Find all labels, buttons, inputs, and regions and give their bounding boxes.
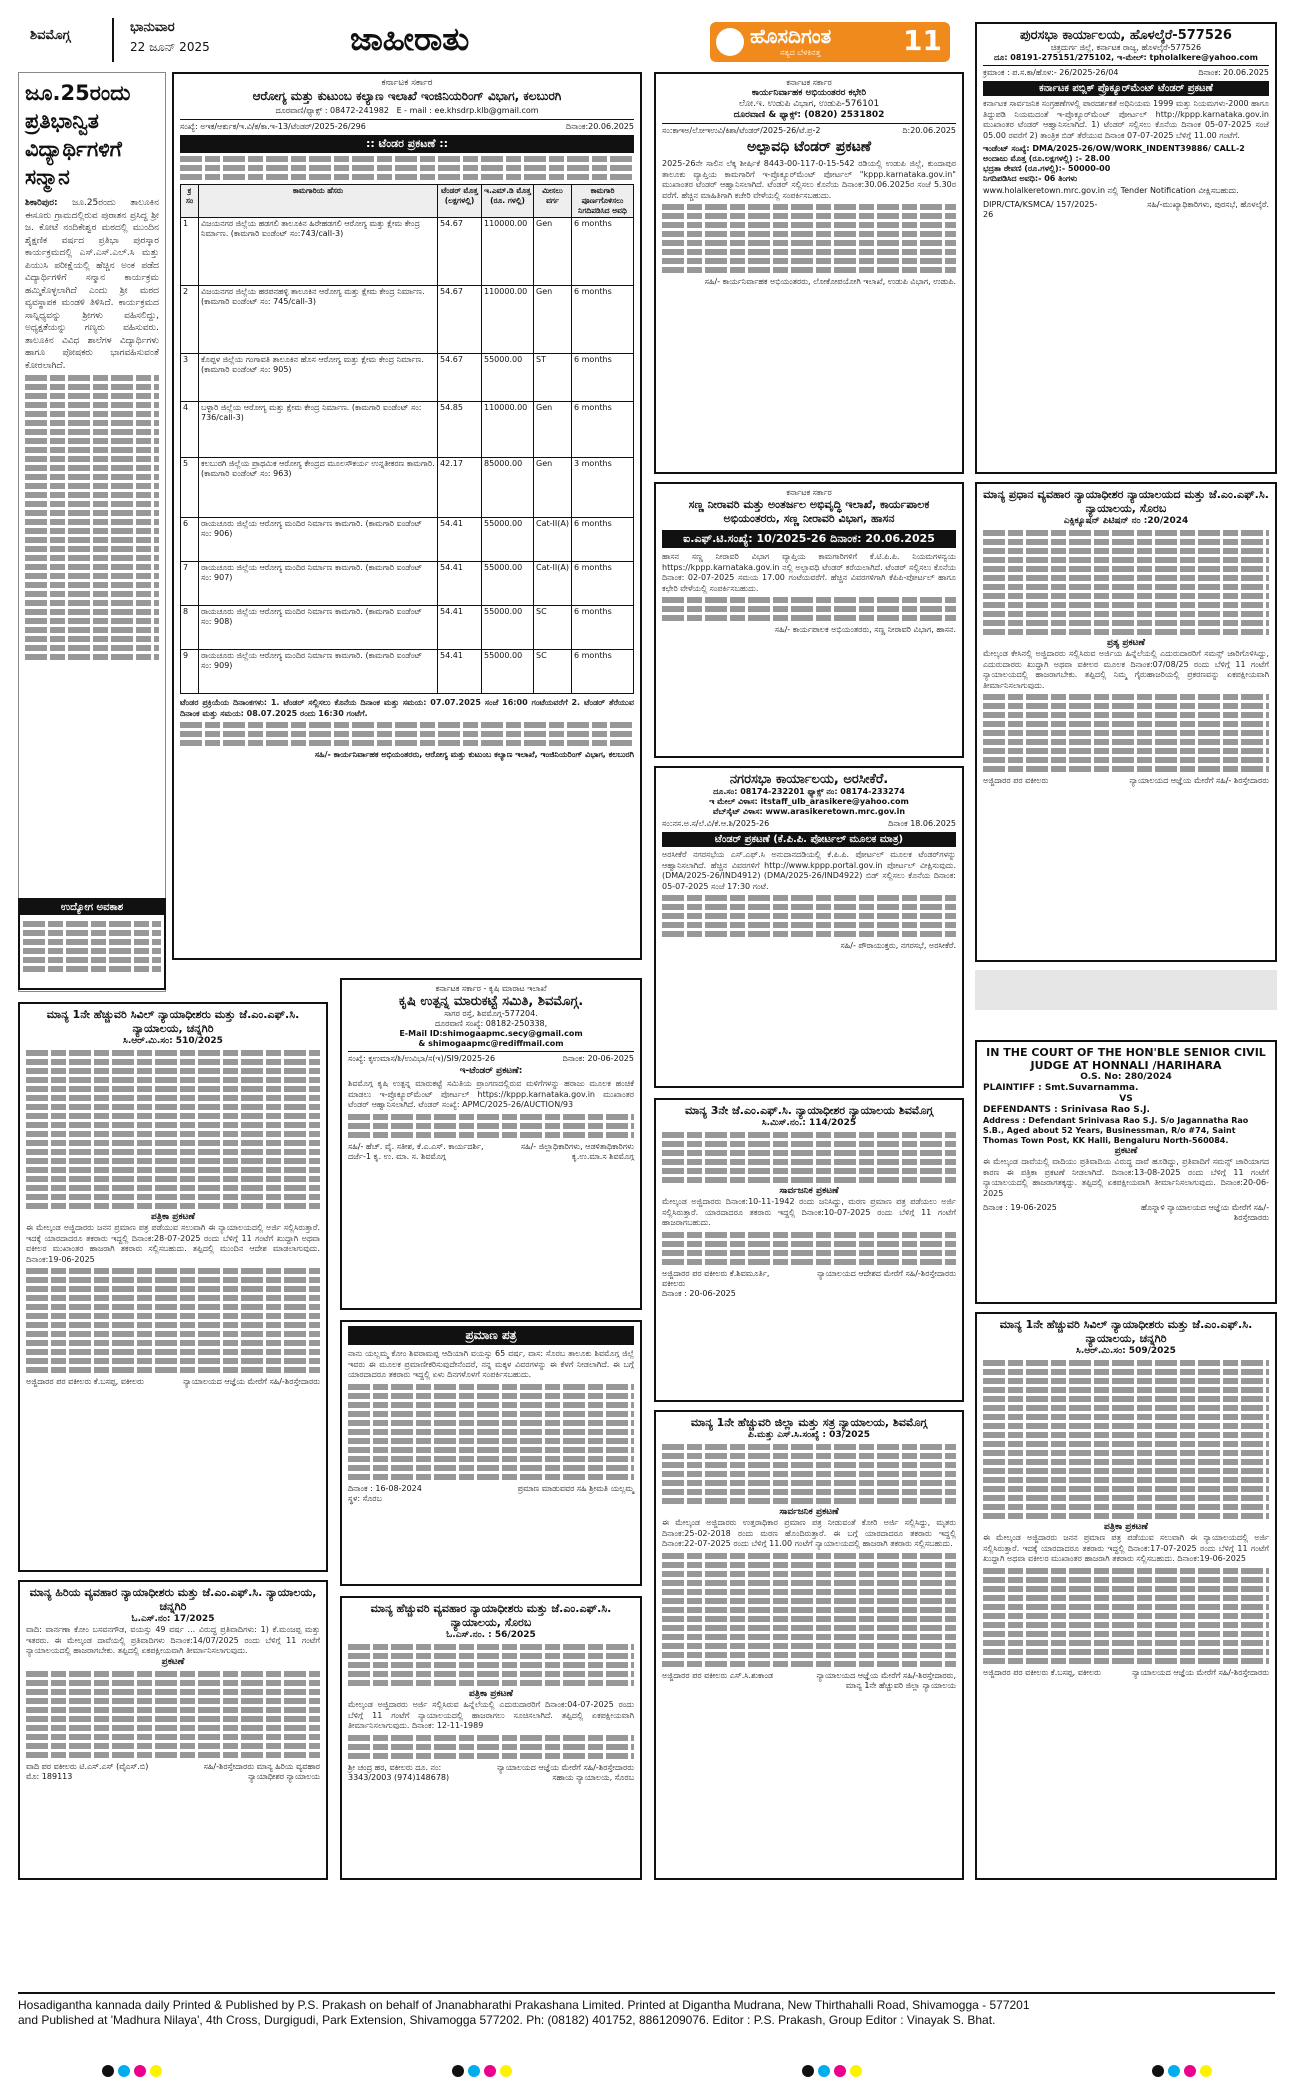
versus: VS [1119, 1094, 1133, 1104]
table-cell: 54.67 [438, 286, 482, 354]
court-title: ಮಾನ್ಯ ಹೆಚ್ಚುವರಿ ವ್ಯವಹಾರ ನ್ಯಾಯಾಧೀಶರು ಮತ್ತು ಜೆ.ಎಂ.ಎಫ್.ಸಿ. ನ್ಯಾಯಾಲಯ, ಸೊರಬ [370, 1602, 612, 1629]
signature: ಸಹಿ/- ಪೌರಾಯುಕ್ತರು, ನಗರಸಭೆ, ಅರಸೀಕೆರೆ. [840, 941, 956, 950]
table-cell: ರಾಯಚೂರು ಜಿಲ್ಲೆಯ ಆರೋಗ್ಯ ಮಂದಿರ ನಿರ್ಮಾಣ ಕಾಮಗಾರಿ. (ಕಾಮಗಾರಿ ಐಂಡೆಂಟ್ ಸಂ: 907) [199, 562, 438, 606]
header-date: 22 ಜೂನ್ 2025 [130, 40, 210, 54]
court-title: IN THE COURT OF THE HON'BLE SENIOR CIVIL JUDGE AT HONNALI /HARIHARA [986, 1046, 1266, 1072]
govt-label: ಕರ್ನಾಟಕ ಸರ್ಕಾರ - ಕೃಷಿ ಮಾರಾಟ ಇಲಾಖೆ [435, 984, 547, 993]
ad-shimoga-district-court [654, 1410, 964, 1880]
ad-health-tender [172, 72, 642, 960]
table-cell: 6 months [572, 354, 634, 402]
advocate-signature: ಅಜ್ಜಿದಾರರ ಪರ ವಕೀಲರು ಕೆ.ಬಸಪ್ಪ, ವಕೀಲರು [983, 1667, 1101, 1677]
court-signature: ನ್ಯಾಯಾಲಯದ ಆಜ್ಞೆಯ ಮೇರೆಗೆ ಸಹಿ/-ಶಿರಸ್ತೇದಾರರು [1132, 1667, 1269, 1677]
address: ಚಿತ್ರದುರ್ಗ ಜಿಲ್ಲೆ, ಕರ್ನಾಟಕ ರಾಜ್ಯ, ಹೊಳಲ್ಕೆರೆ-577526 [1050, 43, 1202, 52]
imprint-line-1: Hosadigantha kannada daily Printed & Published by P.S. Prakash on behalf of Jnanabharathi Prakashana Limited. Printed at Digantha Mudrana, New Thirthahalli Road, Shivamogga - 577201 [18, 1998, 1030, 2012]
header-day: ಭಾನುವಾರ [130, 20, 175, 35]
phone: ದೂ: 08191-275151/275102, ಇ-ಮೇಲ್: tpholalkere@yahoo.com [994, 53, 1258, 62]
table-cell: ಬಳ್ಳಾರಿ ಜಿಲ್ಲೆಯ ಆರೋಗ್ಯ ಮತ್ತು ಕ್ಷೇಮ ಕೇಂದ್ರ ನಿರ್ಮಾಣ. (ಕಾಮಗಾರಿ ಐಂಡೆಂಟ್ ಸಂ: 736/call-3) [199, 402, 438, 458]
notice-place: ಸ್ಥಳ: ಸೊರಬ [348, 1493, 382, 1503]
secretary-signature: ಸಹಿ/- ಹೆಚ್. ವೈ. ಸತೀಶ, ಕೆ.ಎ.ಎಸ್. ಕಾರ್ಯದರ್ಶಿ, ದರ್ಜೆ-1 ಕೃ. ಉ. ಮಾ. ಸ. ಶಿವಮೊಗ್ಗ [348, 1141, 484, 1161]
case-number: ಸಿ.ಮಿಸ್.ನಂ.: 114/2025 [761, 1118, 857, 1128]
notice-body: ಮೇಲ್ಕಂಡ ಅಜ್ಜಿದಾರರು ಅರ್ಜಿ ಸಲ್ಲಿಸಿರುವ ಹಿನ್ನೆಲೆಯಲ್ಲಿ ಎದುರುದಾರರಿಗೆ ದಿನಾಂಕ:04-07-2025 ರಂದು ಬೆಳಿಗ್ಗೆ 11 ಗಂಟೆಗೆ ನ್ಯಾಯಾಲಯದಲ್ಲಿ ಹಾಜರಾಗಲು ಸೂಚಿಸಲಾಗಿದೆ. ತಪ್ಪಿದಲ್ಲಿ ಏಕಪಕ್ಷೀಯವಾಗಿ ತೀರ್ಮಾನಿಸಲಾಗುವುದು. ದಿನಾಂಕ: 12-11-1989 [348, 1700, 634, 1730]
table-cell: ಕಲಬುರಗಿ ಜಿಲ್ಲೆಯ ಪ್ರಾಥಮಿಕ ಆರೋಗ್ಯ ಕೇಂದ್ರದ ಮೂಲಸೌಕರ್ಯ ಉನ್ನತೀಕರಣ ಕಾಮಗಾರಿ. (ಕಾಮಗಾರಿ ಐಂಡೆಂಟ್ ಸಂ: 963) [199, 458, 438, 518]
notice-title: ಪ್ರಕಟಣೆ [161, 1656, 185, 1667]
notice-body: ಮೇಲ್ಕಂಡ ಕೇಸಿನಲ್ಲಿ ಅಜ್ಜಿದಾರರು ಸಲ್ಲಿಸಿರುವ ಅರ್ಜಿಯ ಹಿನ್ನೆಲೆಯಲ್ಲಿ ಎದುರುದಾರರಿಗೆ ಸಮನ್ಸ್ ಜಾರಿಗೊಳಿಸಿದ್ದು, ಎದುರುದಾರರು ಖುದ್ದಾಗಿ ಅಥವಾ ವಕೀಲರ ಮೂಲಕ ದಿನಾಂಕ:07/08/25 ರಂದು ಬೆಳಿಗ್ಗೆ 11 ಗಂಟೆಗೆ ನ್ಯಾಯಾಲಯದಲ್ಲಿ ಹಾಜರಾಗಬೇಕು. ತಪ್ಪಿದಲ್ಲಿ ನಿಮ್ಮ ಗೈರುಹಾಜರಿಯಲ್ಲಿ ಪ್ರಕರಣವನ್ನು ಏಕಪಕ್ಷೀಯವಾಗಿ ತೀರ್ಮಾನಿಸಲಾಗುವುದು. [983, 649, 1269, 690]
notice-date: ದಿನಾಂಕ : 20-06-2025 [662, 1288, 736, 1298]
court-title: ಮಾನ್ಯ ಪ್ರಧಾನ ವ್ಯವಹಾರ ನ್ಯಾಯಾಧೀಶರ ನ್ಯಾಯಾಲಯದ ಮತ್ತು ಜೆ.ಎಂ.ಎಫ್.ಸಿ. ನ್ಯಾಯಾಲಯ, ಸೊರಬ [983, 488, 1269, 515]
table-cell: ವಿಜಯನಗರ ಜಿಲ್ಲೆಯ ಹಡಗಲಿ ತಾಲೂಕಿನ ಹಿರೇಹಡಗಲಿ ಆರೋಗ್ಯ ಮತ್ತು ಕ್ಷೇಮ ಕೇಂದ್ರ ನಿರ್ಮಾಣ. (ಕಾಮಗಾರಿ ಐಂಡೆಂಟ್ ಸಂ:743/call-3) [199, 218, 438, 286]
table-cell: 6 months [572, 518, 634, 562]
phone: ದೂ.ಸಂ: 08174-232201 ಫ್ಯಾಕ್ಸ್ ನಂ: 08174-233274 [713, 787, 905, 796]
logo-emblem-icon [716, 28, 744, 56]
ad-soraba-civil [340, 1596, 642, 1880]
ad-channagiri-court-2 [975, 1312, 1277, 1880]
table-row [181, 650, 634, 694]
table-row [181, 218, 634, 286]
table-row [181, 606, 634, 650]
news-dateline: ಶಿಕಾರಿಪುರ: [25, 198, 58, 208]
ad-affidavit [340, 1320, 642, 1586]
table-row [181, 402, 634, 458]
dipr-code: DIPR/CTA/KSMCA/ 157/2025-26 [983, 200, 1098, 219]
table-row [181, 286, 634, 354]
ref-date: ದಿ:20.06.2025 [902, 126, 956, 135]
defendants: DEFENDANTS : Srinivasa Rao S.J. [983, 1105, 1150, 1115]
ad-holalkere-tender [975, 22, 1277, 474]
court-signature: ನ್ಯಾಯಾಲಯದ ಆದೇಶದ ಮೇರೆಗೆ ಸಹಿ/-ಶಿರಸ್ತೇದಾರರು [817, 1268, 956, 1278]
notice-title: ಪತ್ರಿಕಾ ಪ್ರಕಟಣೆ [1104, 1522, 1148, 1532]
table-cell: 2 [181, 286, 199, 354]
table-cell: 55000.00 [482, 650, 534, 694]
classified-title: ಉದ್ಯೋಗ ಅವಕಾಶ [20, 900, 164, 915]
notice-body: ಈ ಮೇಲ್ಕಂಡ ದಾವೆಯಲ್ಲಿ ವಾದಿಯು ಪ್ರತಿವಾದಿಯ ವಿರುದ್ಧ ದಾವೆ ಹೂಡಿದ್ದು, ಪ್ರತಿವಾದಿಗೆ ಸಮನ್ಸ್ ಜಾರಿಯಾಗದ ಕಾರಣ ಈ ಪತ್ರಿಕಾ ಪ್ರಕಟಣೆ ನೀಡಲಾಗಿದೆ. ದಿನಾಂಕ:13-08-2025 ರಂದು ಬೆಳಿಗ್ಗೆ 11 ಗಂಟೆಗೆ ನ್ಯಾಯಾಲಯದಲ್ಲಿ ಹಾಜರಾಗತಕ್ಕದ್ದು. ತಪ್ಪಿದಲ್ಲಿ ಏಕಪಕ್ಷೀಯವಾಗಿ ತೀರ್ಮಾನಿಸಲಾಗುವುದು. ದಿನಾಂಕ:20-06-2025 [983, 1157, 1269, 1198]
notice-body: ಹಾಸನ ಸಣ್ಣ ನೀರಾವರಿ ವಿಭಾಗ ವ್ಯಾಪ್ತಿಯ ಕಾಮಗಾರಿಗಳಿಗೆ ಕೆ.ಟಿ.ಪಿ.ಪಿ. ನಿಯಮಗಳನ್ವಯ https://kppp.karnataka.gov.in ನಲ್ಲಿ ಅಲ್ಪಾವಧಿ ಟೆಂಡರ್ ಕರೆಯಲಾಗಿದೆ. ಟೆಂಡರ್ ಸಲ್ಲಿಸಲು ಕೊನೆಯ ದಿನಾಂಕ: 02-07-2025 ಸಮಯ 17.00 ಗಂಟೆಯವರೆಗೆ. ಹೆಚ್ಚಿನ ವಿವರಗಳಿಗಾಗಿ ಕೆಪಿಪಿ-ಪೋರ್ಟಲ್ ಹಾಗೂ ಕಛೇರಿ ವೇಳೆಯಲ್ಲಿ ಸಂಪರ್ಕಿಸಬಹುದು. [662, 552, 956, 593]
col-header: ಕಾಮಗಾರಿ ಪೂರ್ಣಗೊಳಿಸಲು ನಿಗದಿಪಡಿಸಿದ ಅವಧಿ [572, 185, 634, 218]
govt-label: ಕರ್ನಾಟಕ ಸರ್ಕಾರ [381, 78, 433, 88]
page-number: 11 [903, 24, 942, 57]
court-signature: ನ್ಯಾಯಾಲಯದ ಆಜ್ಞೆಯ ಮೇರೆಗೆ ಸಹಿ/-ಶಿರಸ್ತೇದಾರರು [183, 1377, 320, 1386]
period: ನಿಗದಿಪಡಿಸಿದ ಅವಧಿ:- 06 ತಿಂಗಳು [983, 174, 1078, 183]
notice-date: ದಿನಾಂಕ : 16-08-2024 [348, 1483, 422, 1493]
case-number: ಓ.ಎಸ್.ನಂ. : 56/2025 [446, 1630, 536, 1640]
notice-title: ಸಾರ್ವಜನಿಕ ಪ್ರಕಟಣೆ [779, 1507, 839, 1517]
ad-arasikere-tender [654, 766, 964, 1088]
emd: ಭದ್ರತಾ ಠೇವಣಿ (ರೂ.ಗಳಲ್ಲಿ):- 50000-00 [983, 164, 1111, 173]
advocate-signature: ಅಜ್ಜಿದಾರರ ಪರ ವಕೀಲರು [983, 776, 1049, 785]
table-cell: SC [534, 606, 572, 650]
court-title: ಮಾನ್ಯ 1ನೇ ಹೆಚ್ಚುವರಿ ಸಿವಿಲ್ ನ್ಯಾಯಾಧೀಶರು ಮತ್ತು ಜೆ.ಎಂ.ಎಫ್.ಸಿ. ನ್ಯಾಯಾಲಯ, ಚನ್ನಗಿರಿ [999, 1318, 1253, 1345]
notice-title: ಪ್ರತ್ಯ ಪ್ರಕಟಣೆ [1107, 638, 1145, 648]
email: E - mail : ee.khsdrp.klb@gmail.com [396, 106, 539, 115]
table-cell: 6 months [572, 218, 634, 286]
notice-title: ಸಾರ್ವಜನಿಕ ಪ್ರಕಟಣೆ [779, 1186, 839, 1196]
table-cell: 110000.00 [482, 402, 534, 458]
ad-apmc-tender [340, 978, 642, 1310]
col-header: ಟೆಂಡರ್ ಮೊತ್ತ (ಲಕ್ಷಗಳಲ್ಲಿ) [438, 185, 482, 218]
website: www.holalkeretown.mrc.gov.in ನಲ್ಲಿ Tender Notification ವೀಕ್ಷಿಸಬಹುದು. [983, 186, 1239, 195]
case-number: ಸಿ.ಆರ್.ಮಿ.ಸಂ: 510/2025 [123, 1036, 223, 1046]
col-header: ಕಾಮಗಾರಿಯ ಹೆಸರು [199, 185, 438, 218]
notice-body: ಮೇಲ್ಕಂಡ ಅಜ್ಜಿದಾರರು ದಿನಾಂಕ:10-11-1942 ರಂದು ಜನಿಸಿದ್ದು, ಮರಣ ಪ್ರಮಾಣ ಪತ್ರ ಪಡೆಯಲು ಅರ್ಜಿ ಸಲ್ಲಿಸಿರುತ್ತಾರೆ. ಯಾರದಾದರೂ ತಕರಾರು ಇದ್ದಲ್ಲಿ ದಿನಾಂಕ:10-07-2025 ರಂದು ಬೆಳಿಗ್ಗೆ 11 ಗಂಟೆಗೆ ಹಾಜರಾಗಬಹುದು. [662, 1197, 956, 1227]
notice-title: ಪ್ರಕಟಣೆ [1114, 1146, 1138, 1156]
tender-table [180, 184, 634, 694]
estimated-cost: ಅಂದಾಜು ಮೊತ್ತ (ರೂ.ಲಕ್ಷಗಳಲ್ಲಿ) :- 28.00 [983, 154, 1111, 163]
table-cell: 54.41 [438, 606, 482, 650]
table-cell: 3 [181, 354, 199, 402]
phone: ದೂರವಾಣಿ & ಫ್ಯಾಕ್ಸ್: (0820) 2531802 [733, 110, 885, 120]
table-cell: 54.67 [438, 354, 482, 402]
table-cell: 110000.00 [482, 286, 534, 354]
advocate-signature: ಅಜ್ಜಿದಾರರ ಪರ ವಕೀಲರು ಕೆ.ಶಿವಮೂರ್ತಿ, ವಕೀಲರು [662, 1268, 770, 1288]
case-number: ಸಿ.ಆರ್.ಮಿ.ಸಂ: 509/2025 [1076, 1346, 1176, 1356]
ad-shimoga-3-court [654, 1098, 964, 1402]
court-signature: ನ್ಯಾಯಾಲಯದ ಆಜ್ಞೆಯ ಮೇರೆಗೆ ಸಹಿ/- ಶಿರಸ್ತೇದಾರರು [1129, 776, 1269, 785]
ref-number: ಕ್ರಮಾಂಕ : ಪ.ಸ.ಕಾ/ಹೊಳ:- 26/2025-26/04 [983, 68, 1119, 77]
notice-body: ಕರ್ನಾಟಕ ಸಾರ್ವಜನಿಕ ಸಂಗ್ರಹಣೆಗಳಲ್ಲಿ ಪಾರದರ್ಶಕತೆ ಅಧಿನಿಯಮ 1999 ಮತ್ತು ನಿಯಮಗಳು-2000 ಹಾಗೂ ತಿದ್ದುಪಡಿ ನಿಯಮದಂತೆ ಇ-ಪ್ರೊಕ್ಯೂರ್‌ಮೆಂಟ್ ಪೋರ್ಟಲ್ http://kppp.karnataka.gov.in ಮುಖಾಂತರ ಟೆಂಡರ್ ಆಹ್ವಾನಿಸಲಾಗಿದೆ. 1) ಟೆಂಡರ್ ಸಲ್ಲಿಸಲು ಕೊನೆಯ ದಿನಾಂಕ 05-07-2025 ಸಂಜೆ 05.00 ರವರೆಗೆ 2) ತಾಂತ್ರಿಕ ಬಿಡ್ ತೆರೆಯುವ ದಿನಾಂಕ 07-07-2025 ಬೆಳಿಗ್ಗೆ 11.00 ಗಂಟೆಗೆ. [983, 99, 1269, 140]
table-cell: 85000.00 [482, 458, 534, 518]
advocate-signature: ಅಜ್ಜಿದಾರರ ಪರ ವಕೀಲರು ಎಸ್.ಸಿ.ಶುಕಾಂಡ [662, 1670, 774, 1680]
notice-title: ಪ್ರಮಾಣ ಪತ್ರ [348, 1326, 634, 1345]
ad-honnali-court [975, 1040, 1277, 1304]
col-header: ಕ್ರ ಸಂ [181, 185, 199, 218]
table-cell: ರಾಯಚೂರು ಜಿಲ್ಲೆಯ ಆರೋಗ್ಯ ಮಂದಿರ ನಿರ್ಮಾಣ ಕಾಮಗಾರಿ. (ಕಾಮಗಾರಿ ಐಂಡೆಂಟ್ ಸಂ: 908) [199, 606, 438, 650]
defendant-address: Address : Defendant Srinivasa Rao S.J. S/o Jagannatha Rao S.B., Aged about 52 Years, Businessman, R/o #74, Saint Thomas Town Post, KK Halli, Bengaluru North-560084. [983, 1116, 1249, 1145]
ref-date: ದಿನಾಂಕ:20.06.2025 [565, 122, 634, 131]
imprint-line-2: and Published at 'Madhura Nilaya', 4th Cross, Durgigudi, Park Extension, Shivamogga 577202. Ph: (08182) 401752, 8861209076. Editor : P.S. Prakash, Group Editor : Vinayak S. Bhat. [18, 2013, 996, 2027]
table-cell: 6 months [572, 606, 634, 650]
table-row [181, 518, 634, 562]
notice-body: 2025-26ನೇ ಸಾಲಿನ ಲೆಕ್ಕ ಶೀರ್ಷಿಕೆ 8443-00-117-0-15-542 ರಡಿಯಲ್ಲಿ ಉಡುಪಿ ಜಿಲ್ಲೆ, ಕುಂದಾಪುರ ತಾಲೂಕು ವ್ಯಾಪ್ತಿಯ ಕಾಮಗಾರಿಗೆ ಇ-ಪ್ರೊಕ್ಯೂರ್‌ಮೆಂಟ್ ಪೋರ್ಟಲ್ "kppp.karnataka.gov.in" ಮುಖಾಂತರ ಟೆಂಡರ್ ಆಹ್ವಾನಿಸಲಾಗಿದೆ. ಟೆಂಡರ್ ಸಲ್ಲಿಸಲು ಕೊನೆಯ ದಿನಾಂಕ:30.06.2025ರ ಸಂಜೆ 5.30ರ ವರೆಗೆ. ಹೆಚ್ಚಿನ ಮಾಹಿತಿಗಾಗಿ ಕಚೇರಿ ವೇಳೆಯಲ್ಲಿ ಸಂಪರ್ಕಿಸಬಹುದು. [662, 159, 956, 200]
tender-notes: ಟೆಂಡರ ಪ್ರಕ್ರಿಯೆಯ ದಿನಾಂಕಗಳು: 1. ಟೆಂಡರ್ ಸಲ್ಲಿಸಲು ಕೊನೆಯ ದಿನಾಂಕ ಮತ್ತು ಸಮಯ: 07.07.2025 ಸಂಜೆ 16:00 ಗಂಟೆಯವರೆಗೆ 2. ಟೆಂಡರ್ ತೆರೆಯುವ ದಿನಾಂಕ ಮತ್ತು ಸಮಯ: 08.07.2025 ರಂದು 16:30 ಗಂಟೆಗೆ. [180, 698, 634, 718]
notice-body: ಈ ಮೇಲ್ಕಂಡ ಅಜ್ಜಿದಾರರು ಜನನ ಪ್ರಮಾಣ ಪತ್ರ ಪಡೆಯುವ ಸಲುವಾಗಿ ಈ ನ್ಯಾಯಾಲಯದಲ್ಲಿ ಅರ್ಜಿ ಸಲ್ಲಿಸಿರುತ್ತಾರೆ. ಇದಕ್ಕೆ ಯಾರದಾದರೂ ತಕರಾರು ಇದ್ದಲ್ಲಿ ದಿನಾಂಕ:17-07-2025 ರಂದು ಬೆಳಿಗ್ಗೆ 11 ಗಂಟೆಗೆ ಖುದ್ದಾಗಿ ಅಥವಾ ವಕೀಲರ ಮುಖಾಂತರ ಹಾಜರಾಗಿ ತಕರಾರು ಸಲ್ಲಿಸಬಹುದು. ದಿನಾಂಕ:19-06-2025 [983, 1533, 1269, 1563]
ref-date: ದಿನಾಂಕ 18.06.2025 [888, 819, 956, 828]
ad-soraba-execution [975, 482, 1277, 962]
ref-number: ಸಂಖ್ಯೆ: ಕೃಉಮಾಸ/ಶಿ/ಉವಿಭಾ/ಸ(ಇ)/SI9/2025-26 [348, 1054, 496, 1063]
table-cell: 7 [181, 562, 199, 606]
dept-title: ಆರೋಗ್ಯ ಮತ್ತು ಕುಟುಂಬ ಕಲ್ಯಾಣ ಇಲಾಖೆ ಇಂಜಿನಿಯರಿಂಗ್ ವಿಭಾಗ, ಕಲಬುರಗಿ [252, 89, 562, 103]
office-name: ಕಾರ್ಯನಿರ್ವಾಹಕ ಅಭಿಯಂತರರ ಕಛೇರಿ [751, 88, 867, 98]
table-cell: 6 [181, 518, 199, 562]
advocate-signature: ಅಜ್ಜಿದಾರರ ಪರ ವಕೀಲರು ಕೆ.ಬಸಪ್ಪ, ವಕೀಲರು [26, 1377, 144, 1386]
table-cell: 54.41 [438, 518, 482, 562]
ref-number: ಸಂ:ಕಾಇಅ/ಲೋಇಉವಿ/ಕಿಶಾ/ಟೆಂಡರ್/2025-26/ಟೆ.ಪ್ರ-2 [662, 126, 821, 135]
email-alt: & shimogaapmc@rediffmail.com [418, 1039, 564, 1048]
signature: ಸಹಿ/-ಮುಖ್ಯಾಧಿಕಾರಿಗಳು, ಪುರಸಭೆ, ಹೊಳಲ್ಕೆರೆ. [1147, 200, 1269, 209]
grey-spacer [975, 970, 1277, 1010]
notice-body: ಈ ಮೇಲ್ಕಂಡ ಅಜ್ಜಿದಾರರು ಜನನ ಪ್ರಮಾಣ ಪತ್ರ ಪಡೆಯುವ ಸಲುವಾಗಿ ಈ ನ್ಯಾಯಾಲಯದಲ್ಲಿ ಅರ್ಜಿ ಸಲ್ಲಿಸಿರುತ್ತಾರೆ. ಇದಕ್ಕೆ ಯಾರದಾದರೂ ತಕರಾರು ಇದ್ದಲ್ಲಿ ದಿನಾಂಕ:28-07-2025 ರಂದು ಬೆಳಿಗ್ಗೆ 11 ಗಂಟೆಗೆ ಖುದ್ದಾಗಿ ಅಥವಾ ವಕೀಲರ ಮುಖಾಂತರ ಹಾಜರಾಗಿ ತಕರಾರು ಸಲ್ಲಿಸಬಹುದು. ತಪ್ಪಿದಲ್ಲಿ ಮುಂದಿನ ಆದೇಶ ಮಾಡಲಾಗುವುದು. ದಿನಾಂಕ:19-06-2025 [26, 1223, 320, 1264]
ref-date: ದಿನಾಂಕ: 20-06-2025 [562, 1054, 634, 1063]
notice-date: ದಿನಾಂಕ : 19-06-2025 [983, 1203, 1057, 1212]
col-header: ಇ.ಎಮ್.ಡಿ ಮೊತ್ತ (ರೂ. ಗಳಲ್ಲಿ) [482, 185, 534, 218]
paper-tagline: ಸತ್ಯದ ಬೆಳಕಿನತ್ತ [780, 48, 821, 57]
table-cell: 55000.00 [482, 354, 534, 402]
tender-bar: ಇ-ಟೆಂಡರ್ ಪ್ರಕಟಣೆ: [459, 1066, 523, 1076]
ad-hassan-tender [654, 482, 964, 758]
table-cell: 55000.00 [482, 606, 534, 650]
table-cell: 6 months [572, 286, 634, 354]
tender-bar: :: ಟೆಂಡರ ಪ್ರಕಟಣೆ :: [180, 135, 634, 153]
notice-title: ಅಲ್ಪಾವಧಿ ಟೆಂಡರ್ ಪ್ರಕಟಣೆ [746, 139, 872, 155]
table-cell: 9 [181, 650, 199, 694]
table-cell: 1 [181, 218, 199, 286]
ad-udupi-tender [654, 72, 964, 474]
court-signature: ನ್ಯಾಯಾಲಯದ ಆಜ್ಞೆಯ ಮೇರೆಗೆ ಸಹಿ/-ಶಿರಸ್ತೇದಾರರು ಸಹಾಯ ನ್ಯಾಯಾಲಯ, ಸೊರಬ [497, 1762, 634, 1782]
paper-logo [710, 22, 950, 62]
classified-box [18, 898, 166, 990]
court-title: ಮಾನ್ಯ 3ನೇ ಜೆ.ಎಂ.ಎಫ್.ಸಿ. ನ್ಯಾಯಾಧೀಶರ ನ್ಯಾಯಾಲಯ ಶಿವಮೊಗ್ಗ [684, 1104, 934, 1117]
table-cell: ವಿಜಯನಗರ ಜಿಲ್ಲೆಯ ಹರಪನಹಳ್ಳಿ ತಾಲೂಕಿನ ಆರೋಗ್ಯ ಮತ್ತು ಕ್ಷೇಮ ಕೇಂದ್ರ ನಿರ್ಮಾಣ. (ಕಾಮಗಾರಿ ಐಂಡೆಂಟ್ ಸಂ: 745/call-3) [199, 286, 438, 354]
ad-channagiri-court-1 [18, 1002, 328, 1572]
tender-bar: ಟೆಂಡರ್ ಪ್ರಕಟಣೆ (ಕೆ.ಪಿ.ಪಿ. ಪೋರ್ಟಲ್ ಮೂಲಕ ಮಾತ್ರ) [662, 832, 956, 847]
ref-number: ಸಂ:ನಸ.ಅ.ಸ/ಲೆ.ವಿ/ಕೆ.ಆ.ಶಿ/2025-26 [662, 819, 770, 828]
table-cell: 5 [181, 458, 199, 518]
table-cell: ಕೊಪ್ಪಳ ಜಿಲ್ಲೆಯ ಗಂಗಾವತಿ ತಾಲೂಕಿನ ಹೊಸ ಆರೋಗ್ಯ ಮತ್ತು ಕ್ಷೇಮ ಕೇಂದ್ರ ನಿರ್ಮಾಣ. (ಕಾಮಗಾರಿ ಐಂಡೆಂಟ್ ಸಂ: 905) [199, 354, 438, 402]
dept-title: ಸಣ್ಣ ನೀರಾವರಿ ಮತ್ತು ಅಂತರ್ಜಲ ಅಭಿವೃದ್ಧಿ ಇಲಾಖೆ, ಕಾರ್ಯಪಾಲಕ ಅಭಿಯಂತರರು, ಸಣ್ಣ ನೀರಾವರಿ ವಿಭಾಗ, ಹಾಸನ [688, 498, 930, 525]
table-cell: Cat-II(A) [534, 518, 572, 562]
ad-channagiri-civil [18, 1580, 328, 1880]
table-cell: 54.67 [438, 218, 482, 286]
table-cell: ST [534, 354, 572, 402]
table-cell: 8 [181, 606, 199, 650]
case-number: O.S. No: 280/2024 [1080, 1072, 1172, 1082]
news-column [18, 72, 166, 992]
office-name: ಪುರಸಭಾ ಕಾರ್ಯಾಲಯ, ಹೊಳಲ್ಕೆರೆ-577526 [1020, 28, 1232, 43]
ref-number: ಸಂಖ್ಯೆ: ಅಇಕ/ಆರ್ಕುಕ/ಇ.ವಿ/ಕ/ಕಾ.ಇ-13/ಟೆಂಡರ್/2025-26/296 [180, 122, 366, 131]
notice-body: ಅರಸೀಕೆರೆ ನಗರಸಭೆಯ ಎಸ್.ಎಫ್.ಸಿ ಅನುದಾನದಡಿಯಲ್ಲಿ ಕೆ.ಪಿ.ಪಿ. ಪೋರ್ಟಲ್ ಮೂಲಕ ಟೆಂಡರ್‌ಗಳನ್ನು ಆಹ್ವಾನಿಸಲಾಗಿದೆ. ಹೆಚ್ಚಿನ ವಿವರಗಳಿಗೆ http://www.kppp.portal.gov.in ಪೋರ್ಟಲ್ ವೀಕ್ಷಿಸುವುದು. (DMA/2025-26/IND4912) (DMA/2025-26/IND4922) ಬಿಡ್ ಸಲ್ಲಿಸಲು ಕೊನೆಯ ದಿನಾಂಕ: 05-07-2025 ಸಂಜೆ 17:30 ಗಂಟೆ. [662, 850, 956, 891]
table-cell: ರಾಯಚೂರು ಜಿಲ್ಲೆಯ ಆರೋಗ್ಯ ಮಂದಿರ ನಿರ್ಮಾಣ ಕಾಮಗಾರಿ. (ಕಾಮಗಾರಿ ಐಂಡೆಂಟ್ ಸಂ: 909) [199, 650, 438, 694]
table-cell: Cat-II(A) [534, 562, 572, 606]
signature: ಸಹಿ/- ಕಾರ್ಯನಿರ್ವಾಹಕ ಅಭಿಯಂತರರು, ಲೋಕೋಪಯೋಗಿ ಇಲಾಖೆ, ಉಡುಪಿ ವಿಭಾಗ, ಉಡುಪಿ. [704, 277, 956, 286]
masthead [20, 18, 970, 64]
indent-number: ಇಂಡೆಂಟ್ ಸಂಖ್ಯೆ: DMA/2025-26/OW/WORK_INDENT39886/ CALL-2 [983, 144, 1245, 153]
imprint-footer [18, 1992, 1275, 2038]
ift-bar: ಐ.ಎಫ್.ಟಿ.ಸಂಖ್ಯೆ: 10/2025-26 ದಿನಾಂಕ: 20.06.2025 [662, 530, 956, 548]
notice-body: ಶಿವಮೊಗ್ಗ ಕೃಷಿ ಉತ್ಪನ್ನ ಮಾರುಕಟ್ಟೆ ಸಮಿತಿಯ ಪ್ರಾಂಗಣದಲ್ಲಿರುವ ಮಳಿಗೆಗಳನ್ನು ಹರಾಜು ಮೂಲಕ ಹಂಚಿಕೆ ಮಾಡಲು ಇ-ಪ್ರೊಕ್ಯೂರ್‌ಮೆಂಟ್ ಪೋರ್ಟಲ್ https://kppp.karnataka.gov.in ಮುಖಾಂತರ ಟೆಂಡರ್ ಆಹ್ವಾನಿಸಲಾಗಿದೆ. ಟೆಂಡರ್ ಸಂಖ್ಯೆ: APMC/2025-26/AUCTION/93 [348, 1079, 634, 1109]
paper-name: ಹೊಸದಿಗಂತ [750, 24, 832, 48]
court-signature: ಹೊನ್ನಾಳಿ ನ್ಯಾಯಾಲಯದ ಆಜ್ಞೆಯ ಮೇರೆಗೆ ಸಹಿ/- ಶಿರಸ್ತೇದಾರರು [1141, 1203, 1269, 1222]
court-title: ಮಾನ್ಯ ಹಿರಿಯ ವ್ಯವಹಾರ ನ್ಯಾಯಾಧೀಶರು ಮತ್ತು ಜೆ.ಎಂ.ಎಫ್.ಸಿ. ನ್ಯಾಯಾಲಯ, ಚನ್ನಗಿರಿ [29, 1586, 317, 1613]
table-cell: 54.41 [438, 562, 482, 606]
advocate-signature: ವಾದಿ ಪರ ವಕೀಲರು ಟಿ.ಎಸ್.ಎಸ್ (ವೈಎಸ್.ಬಿ) ಮೊ: 189113 [26, 1761, 149, 1781]
court-signature: ಸಹಿ/-ಶಿರಸ್ತೇದಾರರು ಮಾನ್ಯ ಹಿರಿಯ ವ್ಯವಹಾರ ನ್ಯಾಯಾಧೀಶರ ನ್ಯಾಯಾಲಯ [203, 1761, 320, 1781]
administrator-signature: ಸಹಿ/- ಜಿಲ್ಲಾಧಿಕಾರಿಗಳು, ಆಡಳಿತಾಧಿಕಾರಿಗಳು ಕೃ.ಉ.ಮಾ.ಸ ಶಿವಮೊಗ್ಗ [520, 1141, 634, 1161]
declarant-signature: ಪ್ರಮಾಣ ಮಾಡುವವರ ಸಹಿ ಶ್ರೀಮತಿ ಯಲ್ಲಮ್ಮ [517, 1483, 634, 1493]
news-headline: ಜೂ.25ರಂದು ಪ್ರತಿಭಾನ್ವಿತ ವಿದ್ಯಾರ್ಥಿಗಳಿಗೆ ಸನ್ಮಾನ [25, 81, 131, 189]
notice-title: ಪತ್ರಿಕಾ ಪ್ರಕಟಣೆ [151, 1212, 195, 1222]
court-signature: ನ್ಯಾಯಾಲಯದ ಆಜ್ಞೆಯ ಮೇರೆಗೆ ಸಹಿ/-ಶಿರಸ್ತೇದಾರರು, ಮಾನ್ಯ 1ನೇ ಹೆಚ್ಚುವರಿ ಜಿಲ್ಲಾ ನ್ಯಾಯಾಲಯ [816, 1670, 956, 1690]
table-cell: ರಾಯಚೂರು ಜಿಲ್ಲೆಯ ಆರೋಗ್ಯ ಮಂದಿರ ನಿರ್ಮಾಣ ಕಾಮಗಾರಿ. (ಕಾಮಗಾರಿ ಐಂಡೆಂಟ್ ಸಂ: 906) [199, 518, 438, 562]
court-title: ಮಾನ್ಯ 1ನೇ ಹೆಚ್ಚುವರಿ ಸಿವಿಲ್ ನ್ಯಾಯಾಧೀಶರು ಮತ್ತು ಜೆ.ಎಂ.ಎಫ್.ಸಿ. ನ್ಯಾಯಾಲಯ, ಚನ್ನಗಿರಿ [46, 1008, 300, 1035]
email: ಇ ಮೇಲ್ ವಿಳಾಸ: itstaff_ulb_arasikere@yahoo.com [709, 797, 909, 806]
col-header: ಮೀಸಲು ವರ್ಗ [534, 185, 572, 218]
section-title: ಜಾಹೀರಾತು [350, 20, 470, 58]
notice-body: ನಾನು ಯಲ್ಲಮ್ಮ ಕೋಂ ಶಿವರಾಮಪ್ಪ ಆದಿಯಾಗಿ ವಯಸ್ಸು 65 ವರ್ಷ, ವಾಸ: ಸೊರಬ ತಾಲೂಕು ಶಿವಮೊಗ್ಗ ಜಿಲ್ಲೆ ಇವರು ಈ ಮೂಲಕ ಪ್ರಮಾಣೀಕರಿಸುವುದೇನೆಂದರೆ, ನನ್ನ ಮಕ್ಕಳ ವಿವರಗಳನ್ನು ಈ ಕೆಳಗೆ ನೀಡಲಾಗಿದೆ. ಈ ಬಗ್ಗೆ ಯಾರದಾದರೂ ತಕರಾರು ಇದ್ದಲ್ಲಿ ಏಳು ದಿನಗಳೊಳಗೆ ಸಂಪರ್ಕಿಸಬಹುದು. [348, 1349, 634, 1379]
table-row [181, 354, 634, 402]
table-cell: 54.85 [438, 402, 482, 458]
table-row [181, 458, 634, 518]
table-cell: 3 months [572, 458, 634, 518]
court-title: ಮಾನ್ಯ 1ನೇ ಹೆಚ್ಚುವರಿ ಜಿಲ್ಲಾ ಮತ್ತು ಸತ್ರ ನ್ಯಾಯಾಲಯ, ಶಿವಮೊಗ್ಗ [690, 1416, 928, 1429]
email: E-Mail ID:shimogaapmc.secy@gmail.com [399, 1029, 583, 1038]
case-number: ಪಿ.ಮತ್ತು ಎಸ್.ಸಿ.ಸಂಖ್ಯೆ : 03/2025 [747, 1430, 870, 1440]
phone: ದೂರವಾಣಿ/ಫ್ಯಾಕ್ಸ್ : 08472-241982 [275, 106, 389, 115]
notice-body: ಈ ಮೇಲ್ಕಂಡ ಅಜ್ಜಿದಾರರು ಉತ್ತರಾಧಿಕಾರ ಪ್ರಮಾಣ ಪತ್ರ ನೀಡುವಂತೆ ಕೋರಿ ಅರ್ಜಿ ಸಲ್ಲಿಸಿದ್ದು, ಮೃತರು ದಿನಾಂಕ:25-02-2018 ರಂದು ಮರಣ ಹೊಂದಿರುತ್ತಾರೆ. ಈ ಬಗ್ಗೆ ಯಾರದಾದರೂ ತಕರಾರು ಇದ್ದಲ್ಲಿ ದಿನಾಂಕ:22-07-2025 ರಂದು ಬೆಳಿಗ್ಗೆ 11.00 ಗಂಟೆಗೆ ನ್ಯಾಯಾಲಯದಲ್ಲಿ ಹಾಜರಾಗಿ ತಕರಾರು ಸಲ್ಲಿಸಬಹುದು. [662, 1518, 956, 1548]
table-cell: 42.17 [438, 458, 482, 518]
plaintiff: PLAINTIFF : Smt.Suvarnamma. [983, 1083, 1139, 1093]
table-cell: 110000.00 [482, 218, 534, 286]
print-registration-marks [0, 2062, 1293, 2078]
table-row [181, 562, 634, 606]
address: ಸಾಗರ ರಸ್ತೆ, ಶಿವಮೊಗ್ಗ-577204. [444, 1009, 538, 1018]
govt-label: ಕರ್ನಾಟಕ ಸರ್ಕಾರ [786, 78, 832, 87]
table-cell: 4 [181, 402, 199, 458]
notice-title: ಪತ್ರಿಕಾ ಪ್ರಕಟಣೆ [469, 1689, 513, 1699]
news-body: ಜೂ.25ರಂದು ತಾಲೂಕಿನ ಈಸೂರು ಗ್ರಾಮದಲ್ಲಿರುವ ಪುರಾತನ ಪ್ರಸಿದ್ಧ ಶ್ರೀ ಜ. ಕೋಟೆ ನಂದಿಕೇಶ್ವರ ಮಠದಲ್ಲಿ ಮುಂದಿನ ಶೈಕ್ಷಣಿಕ ವರ್ಷದ ಪ್ರತಿಭಾ ಪುರಸ್ಕಾರ ಕಾರ್ಯಕ್ರಮದಲ್ಲಿ ಎಸ್.ಎಸ್.ಎಲ್.ಸಿ ಮತ್ತು ಪಿಯುಸಿ ಪರೀಕ್ಷೆಯಲ್ಲಿ ಹೆಚ್ಚಿನ ಅಂಕ ಪಡೆದ ವಿದ್ಯಾರ್ಥಿಗಳಿಗೆ ಸನ್ಮಾನ ಕಾರ್ಯಕ್ರಮ ಹಮ್ಮಿಕೊಳ್ಳಲಾಗಿದೆ ಎಂದು ಶ್ರೀ ಮಠದ ವ್ಯವಸ್ಥಾಪಕ ಮಂಡಳಿ ತಿಳಿಸಿದೆ. ಕಾರ್ಯಕ್ರಮದ ಸಾನ್ನಿಧ್ಯವನ್ನು ಶ್ರೀಗಳು ವಹಿಸಲಿದ್ದು, ಅಧ್ಯಕ್ಷತೆಯನ್ನು ಗಣ್ಯರು ವಹಿಸುವರು. ತಾಲೂಕಿನ ವಿವಿಧ ಶಾಲೆಗಳ ವಿದ್ಯಾರ್ಥಿಗಳು ಹಾಗೂ ಪೋಷಕರು ಭಾಗವಹಿಸುವಂತೆ ಕೋರಲಾಗಿದೆ. [25, 198, 159, 371]
ref-date: ದಿನಾಂಕ: 20.06.2025 [1198, 68, 1269, 77]
govt-label: ಕರ್ನಾಟಕ ಸರ್ಕಾರ [786, 488, 832, 497]
notice-body: ವಾದಿ: ವಾರ್ನಣಾ ಕೋಂ ಬಸವನಗೌಡ, ವಯಸ್ಸು 49 ವರ್ಷ ... ವಿರುದ್ಧ ಪ್ರತಿವಾದಿಗಳು: 1) ಕೆ.ಮಂಜಪ್ಪ ಮತ್ತು ಇತರರು. ಈ ಮೇಲ್ಕಂಡ ದಾವೆಯಲ್ಲಿ ಪ್ರತಿವಾದಿಗಳು ದಿನಾಂಕ:14/07/2025 ರಂದು ಬೆಳಿಗ್ಗೆ 11 ಗಂಟೆಗೆ ನ್ಯಾಯಾಲಯದಲ್ಲಿ ಹಾಜರಾಗಬೇಕು. ತಪ್ಪಿದಲ್ಲಿ ಏಕಪಕ್ಷೀಯವಾಗಿ ತೀರ್ಮಾನಿಸಲಾಗುವುದು. [26, 1625, 320, 1655]
header-city: ಶಿವಮೊಗ್ಗ [30, 28, 71, 43]
table-cell: 6 months [572, 650, 634, 694]
table-cell: 6 months [572, 402, 634, 458]
table-cell: Gen [534, 402, 572, 458]
address: ಲೋ.ಇ. ಉಡುಪಿ ವಿಭಾಗ, ಉಡುಪಿ-576101 [738, 99, 880, 109]
signature: ಸಹಿ/- ಕಾರ್ಯನಿರ್ವಾಹಕ ಅಭಿಯಂತರರು, ಆರೋಗ್ಯ ಮತ್ತು ಕುಟುಂಬ ಕಲ್ಯಾಣ ಇಲಾಖೆ, ಇಂಜಿನಿಯರಿಂಗ್ ವಿಭಾಗ, ಕಲಬುರಗಿ [314, 750, 634, 759]
tender-bar: ಕರ್ನಾಟಕ ಪಬ್ಲಿಕ್ ಪ್ರೊಕ್ಯೂರ್‌ಮೆಂಟ್ ಟೆಂಡರ್ ಪ್ರಕಟಣೆ [983, 81, 1269, 96]
case-number: ಓ.ಎಸ್.ನಂ: 17/2025 [131, 1614, 215, 1624]
website: ವೆಬ್‌ಸೈಟ್ ವಿಳಾಸ: www.arasikeretown.mrc.gov.in [712, 807, 906, 816]
table-cell: SC [534, 650, 572, 694]
table-cell: 6 months [572, 562, 634, 606]
table-cell: Gen [534, 218, 572, 286]
table-cell: Gen [534, 458, 572, 518]
table-cell: 55000.00 [482, 518, 534, 562]
table-cell: Gen [534, 286, 572, 354]
advocate-signature: ಶ್ರೀ ಚಂದ್ರ ಹರ, ವಕೀಲರು ದೂ. ನಂ: 3343/2003 (974)148678) [348, 1762, 450, 1782]
office-name: ಕೃಷಿ ಉತ್ಪನ್ನ ಮಾರುಕಟ್ಟೆ ಸಮಿತಿ, ಶಿವಮೊಗ್ಗ. [398, 994, 584, 1009]
table-cell: 54.41 [438, 650, 482, 694]
office-name: ನಗರಸಭಾ ಕಾರ್ಯಾಲಯ, ಅರಸೀಕೆರೆ. [729, 772, 889, 787]
case-number: ಎಕ್ಸಿಕ್ಯೂಷನ್ ಪಿಟಿಷನ್ ನಂ :20/2024 [1063, 516, 1189, 526]
signature: ಸಹಿ/- ಕಾರ್ಯಪಾಲಕ ಅಭಿಯಂತರರು, ಸಣ್ಣ ನೀರಾವರಿ ವಿಭಾಗ, ಹಾಸನ. [774, 625, 956, 634]
phone: ದೂರವಾಣಿ ಸಂಖ್ಯೆ: 08182-250338, [434, 1019, 548, 1028]
table-cell: 55000.00 [482, 562, 534, 606]
